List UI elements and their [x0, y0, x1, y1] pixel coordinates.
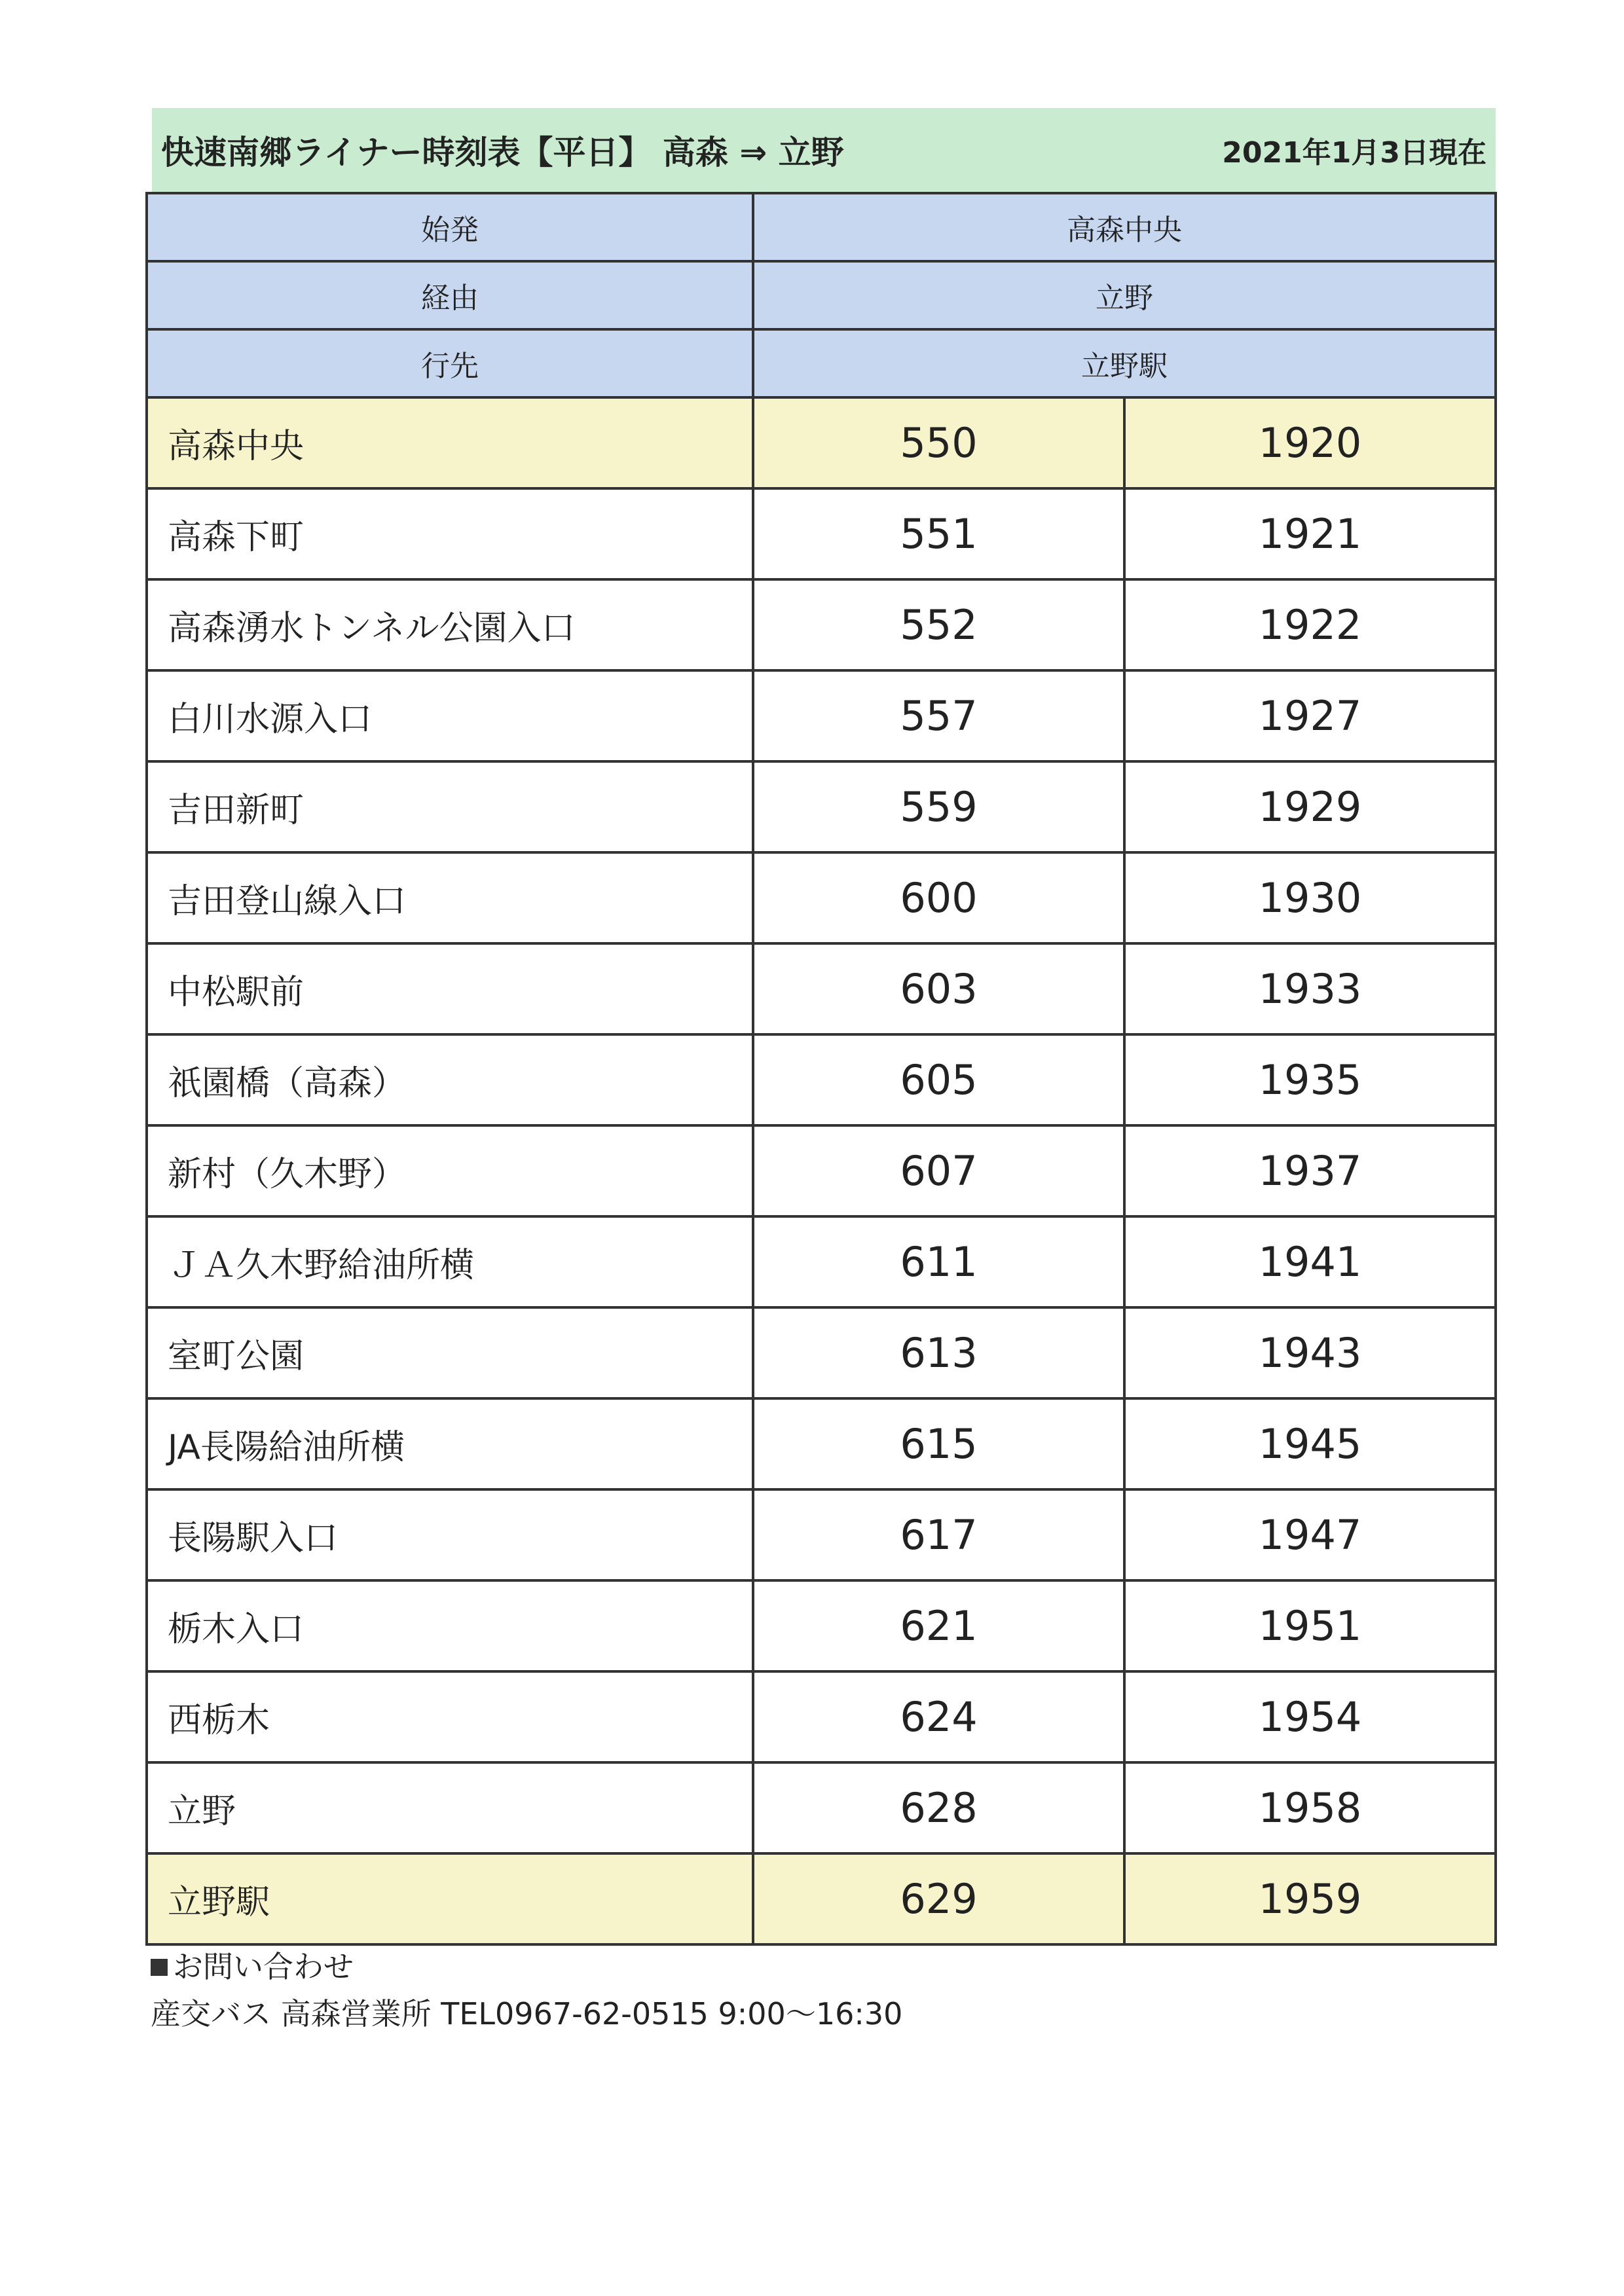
stop-name: 高森湧水トンネル公園入口 [147, 579, 753, 670]
departure-time-1: 613 [753, 1307, 1124, 1398]
table-row [147, 579, 1496, 670]
departure-time-2: 1933 [1124, 943, 1496, 1034]
table-row [147, 1307, 1496, 1398]
departure-time-1: 624 [753, 1671, 1124, 1762]
table-row [147, 488, 1496, 579]
departure-time-2: 1927 [1124, 670, 1496, 761]
route-value: 立野 [753, 261, 1496, 329]
contact-line: 産交バス 高森営業所 TEL0967-62-0515 9:00～16:30 [151, 1996, 903, 2032]
departure-time-1: 603 [753, 943, 1124, 1034]
departure-time-2: 1921 [1124, 488, 1496, 579]
departure-time-2: 1945 [1124, 1398, 1496, 1489]
route-row-origin [147, 193, 1496, 261]
route-label: 行先 [147, 329, 753, 397]
departure-time-2: 1958 [1124, 1762, 1496, 1853]
page-title: 快速南郷ライナー時刻表【平日】 高森 ⇒ 立野 [161, 134, 844, 172]
table-row [147, 1125, 1496, 1216]
effective-date: 2021年1月3日現在 [1222, 136, 1486, 170]
square-bullet-icon [151, 1959, 168, 1976]
departure-time-2: 1937 [1124, 1125, 1496, 1216]
table-row [147, 1853, 1496, 1944]
route-label: 始発 [147, 193, 753, 261]
departure-time-2: 1954 [1124, 1671, 1496, 1762]
table-row [147, 852, 1496, 943]
departure-time-1: 600 [753, 852, 1124, 943]
table-row [147, 943, 1496, 1034]
route-value: 高森中央 [753, 193, 1496, 261]
stop-name: 室町公園 [147, 1307, 753, 1398]
timetable [145, 192, 1497, 1946]
stop-name: 高森下町 [147, 488, 753, 579]
contact-info [151, 1943, 902, 2037]
departure-time-1: 611 [753, 1216, 1124, 1307]
table-row [147, 1398, 1496, 1489]
route-row-via [147, 261, 1496, 329]
departure-time-2: 1929 [1124, 761, 1496, 852]
departure-time-1: 628 [753, 1762, 1124, 1853]
departure-time-2: 1959 [1124, 1853, 1496, 1944]
departure-time-2: 1951 [1124, 1580, 1496, 1671]
table-row [147, 1580, 1496, 1671]
departure-time-2: 1930 [1124, 852, 1496, 943]
table-row [147, 1671, 1496, 1762]
stop-name: ＪＡ久木野給油所横 [147, 1216, 753, 1307]
departure-time-2: 1941 [1124, 1216, 1496, 1307]
stop-name: 中松駅前 [147, 943, 753, 1034]
departure-time-1: 551 [753, 488, 1124, 579]
departure-time-2: 1943 [1124, 1307, 1496, 1398]
departure-time-1: 621 [753, 1580, 1124, 1671]
stop-name: 長陽駅入口 [147, 1489, 753, 1580]
departure-time-2: 1947 [1124, 1489, 1496, 1580]
stop-name: 吉田登山線入口 [147, 852, 753, 943]
stop-name: 祇園橋（高森） [147, 1034, 753, 1125]
route-row-destination [147, 329, 1496, 397]
contact-heading: お問い合わせ [173, 1949, 354, 1984]
departure-time-2: 1922 [1124, 579, 1496, 670]
departure-time-1: 617 [753, 1489, 1124, 1580]
departure-time-1: 552 [753, 579, 1124, 670]
table-row [147, 670, 1496, 761]
table-row [147, 397, 1496, 488]
table-row [147, 1034, 1496, 1125]
departure-time-2: 1920 [1124, 397, 1496, 488]
departure-time-1: 629 [753, 1853, 1124, 1944]
table-row [147, 761, 1496, 852]
title-bar [152, 108, 1496, 192]
departure-time-1: 559 [753, 761, 1124, 852]
stop-name: 栃木入口 [147, 1580, 753, 1671]
contact-heading-line [151, 1943, 902, 1990]
stop-name: 立野駅 [147, 1853, 753, 1944]
departure-time-1: 605 [753, 1034, 1124, 1125]
stop-name: 新村（久木野） [147, 1125, 753, 1216]
stop-name: 白川水源入口 [147, 670, 753, 761]
stop-name: JA長陽給油所横 [147, 1398, 753, 1489]
departure-time-1: 615 [753, 1398, 1124, 1489]
table-row [147, 1216, 1496, 1307]
route-value: 立野駅 [753, 329, 1496, 397]
departure-time-1: 607 [753, 1125, 1124, 1216]
departure-time-1: 557 [753, 670, 1124, 761]
table-row [147, 1762, 1496, 1853]
stop-name: 高森中央 [147, 397, 753, 488]
table-row [147, 1489, 1496, 1580]
departure-time-2: 1935 [1124, 1034, 1496, 1125]
departure-time-1: 550 [753, 397, 1124, 488]
stop-name: 西栃木 [147, 1671, 753, 1762]
route-label: 経由 [147, 261, 753, 329]
stop-name: 立野 [147, 1762, 753, 1853]
stop-name: 吉田新町 [147, 761, 753, 852]
